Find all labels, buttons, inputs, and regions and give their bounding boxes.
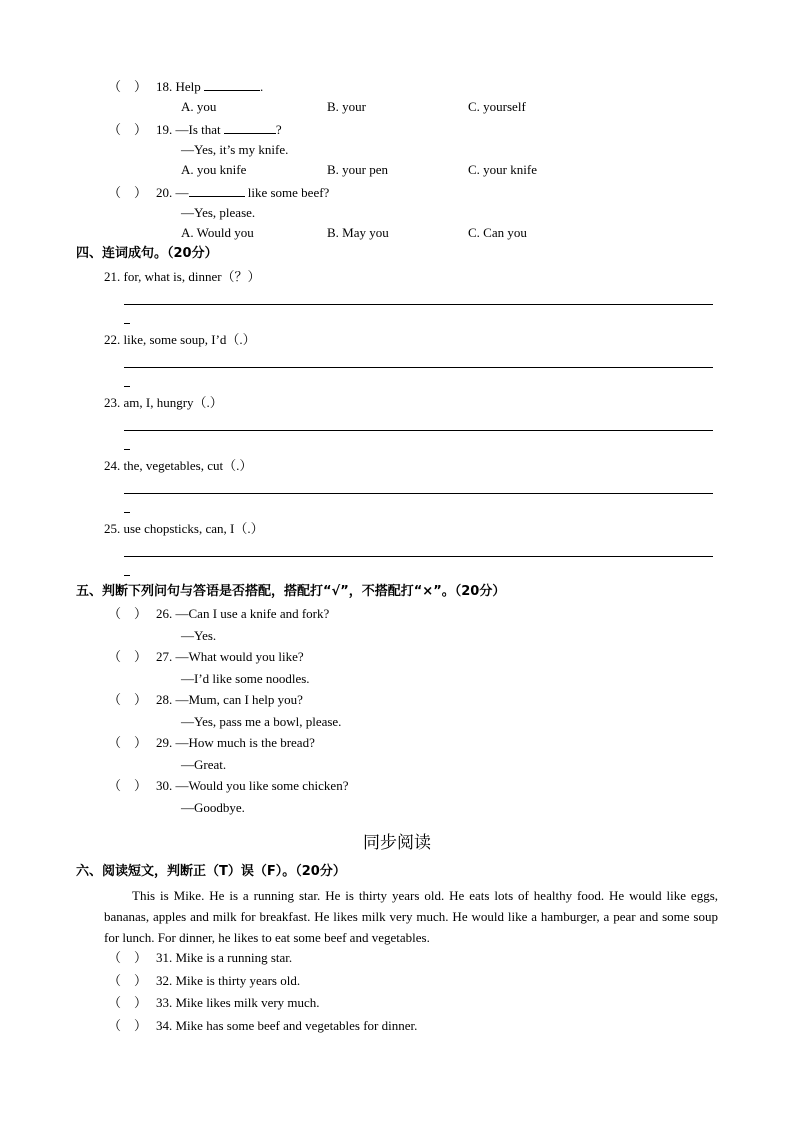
option-c: C. yourself [468,99,526,114]
sentence-item-21: 21. for, what is, dinner（？） [104,269,261,284]
match-item-26: （ ） 26. —Can I use a knife and fork? [108,606,330,621]
answer-line[interactable] [124,430,713,431]
answer-paren[interactable]: （ ） [108,122,148,137]
answer-paren[interactable]: （ ） [108,973,148,988]
answer-paren[interactable]: （ ） [108,606,148,621]
match-item-29: （ ） 29. —How much is the bread? [108,735,315,750]
section-5-title: 五、判断下列问句与答语是否搭配，搭配打“√”，不搭配打“×”。（20分） [76,584,506,599]
sentence-item-23: 23. am, I, hungry（.） [104,395,223,410]
answer-paren[interactable]: （ ） [108,185,148,200]
answer-paren[interactable]: （ ） [108,778,148,793]
question-18: （ ） 18. Help . [108,79,264,94]
sentence-item-22: 22. like, some soup, I’d（.） [104,332,256,347]
line-tail [124,449,130,450]
answer-line[interactable] [124,367,713,368]
answer-paren[interactable]: （ ） [108,735,148,750]
answer-line[interactable] [124,493,713,494]
answer-paren[interactable]: （ ） [108,995,148,1010]
line-tail [124,386,130,387]
option-a: A. Would you [181,225,254,240]
answer-paren[interactable]: （ ） [108,1018,148,1033]
answer-paren[interactable]: （ ） [108,692,148,707]
fill-blank[interactable] [189,184,245,197]
fill-blank[interactable] [204,78,260,91]
match-answer: —Goodbye. [181,800,245,815]
line-tail [124,323,130,324]
section-4-title: 四、连词成句。（20分） [76,246,218,261]
option-a: A. you knife [181,162,247,177]
match-item-27: （ ） 27. —What would you like? [108,649,304,664]
option-b: B. your [327,99,366,114]
answer-paren[interactable]: （ ） [108,950,148,965]
tf-item-33: （ ） 33. Mike likes milk very much. [108,995,320,1010]
tf-item-32: （ ） 32. Mike is thirty years old. [108,973,301,988]
fill-blank[interactable] [224,121,276,134]
option-a: A. you [181,99,217,114]
match-item-28: （ ） 28. —Mum, can I help you? [108,692,303,707]
question-20-reply: —Yes, please. [181,205,256,220]
answer-paren[interactable]: （ ） [108,79,148,94]
reading-title: 同步阅读 [363,833,431,853]
match-answer: —Great. [181,757,227,772]
sentence-item-25: 25. use chopsticks, can, I（.） [104,521,264,536]
section-6-title: 六、阅读短文，判断正（T）误（F）。（20分） [76,864,346,879]
answer-line[interactable] [124,304,713,305]
line-tail [124,512,130,513]
match-item-30: （ ） 30. —Would you like some chicken? [108,778,349,793]
question-19-reply: —Yes, it’s my knife. [181,142,289,157]
match-answer: —I’d like some noodles. [181,671,310,686]
tf-item-31: （ ） 31. Mike is a running star. [108,950,293,965]
sentence-item-24: 24. the, vegetables, cut（.） [104,458,253,473]
match-answer: —Yes. [181,628,217,643]
line-tail [124,575,130,576]
reading-passage: This is Mike. He is a running star. He is thirty years old. He eats lots of healthy food. He would like eggs, bananas, apples and milk for breakfast. He likes milk very much. He would like a hamburger, a pear and some soup for lunch. For dinner, he likes to eat some beef and vegetables. [104,888,718,945]
tf-item-34: （ ） 34. Mike has some beef and vegetables for dinner. [108,1018,418,1033]
option-b: B. your pen [327,162,389,177]
match-answer: —Yes, pass me a bowl, please. [181,714,342,729]
option-c: C. Can you [468,225,527,240]
option-b: B. May you [327,225,389,240]
question-20: （ ） 20. — like some beef? [108,185,330,200]
option-c: C. your knife [468,162,537,177]
answer-paren[interactable]: （ ） [108,649,148,664]
question-19: （ ） 19. —Is that ? [108,122,282,137]
answer-line[interactable] [124,556,713,557]
